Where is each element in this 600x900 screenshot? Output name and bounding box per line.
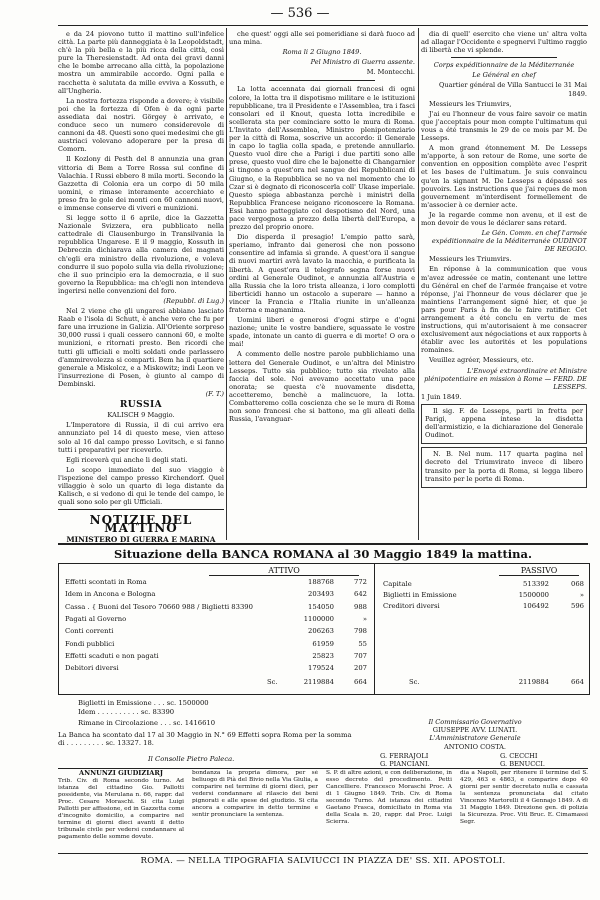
attivo-item-cents: 988	[354, 602, 367, 611]
announcement-column	[58, 770, 184, 852]
amministratore-name: ANTONIO COSTA.	[443, 742, 507, 751]
letter-header: Corps expéditionnaire de la Méditerranée	[433, 61, 575, 70]
dateline: KALISCH 9 Maggio.	[107, 411, 175, 420]
letter-header: Le Général en chef	[472, 71, 536, 80]
announcement-text: bondanza la propria dimora, per sé beliuogo di Pià del Bivio nella Via Giulia, a comparire nel termine di giorni dieci, per vedersi condannare al rilascio dei beni pignorati e alle spese del giudizio. Si cita ancora a comparire in detto termine e sentir pronunciare la sentenza.	[192, 770, 318, 818]
section-rule	[451, 57, 557, 58]
article-paragraph: Uomini liberi e generosi d'ogni stirpe e d'ogni nazione; unite le vostre bandiere, squassate le vostre spade, intonate un canto di guerra e di morte! O ora o mai!	[229, 316, 415, 349]
table-divider	[374, 564, 375, 694]
attivo-item-label: Debitori diversi	[65, 664, 119, 673]
article-paragraph: dia di quell' esercito che viene un' altra volta ad allagar l'Occidente e spegnervi l'ultimo raggio di libertà che vi splende.	[421, 30, 587, 55]
announcement-text: Trib. Civ. di Roma secondo turno. Ad istanza del cittadino Gio. Pallotti possidente, via Merulana n. 66, rappr. dal Proc. Cesare Moraschi. Si cita Luigi Pallotti per affissione, ed in Gazzetta come d'incognito domicilio, a comparire nel termine di giorni dieci avanti il detto tribunale civile per vedersi condannare al pagamento delle somme dovute.	[58, 778, 184, 840]
attivo-header: ATTIVO	[209, 566, 359, 576]
article-paragraph: A commento delle nostre parole pubblichiamo una lettera del Generale Oudinot, e un'altra del Ministro Lesseps. Tutto sia pubblico; tutto sia rivelato alla faccia del sole. Noi avevamo accettato una pace onorata; se questa c'è nuovamente disdetta, accetteremo, benchè a malincuore, la lotta. Combatteremo colla coscienza che se le mura di Roma non sono francesi che si battono, ma gli alleati della Russia, l'avanguar-	[229, 350, 415, 424]
letter-place-date: Quartier général de Villa Santucci le 31 Mai 1849.	[439, 81, 587, 98]
attivo-item-label: Conti correnti	[65, 627, 114, 636]
officials-signatures	[390, 718, 560, 751]
attivo-item-cents: 707	[354, 651, 367, 660]
subheading-ministero: MINISTERO DI GUERRA E MARINA	[66, 535, 216, 542]
announcement-text: S. P. di altre azioni, e con deliberazione, in esso decreto del procedimento. Petti Cancelliere. Francesco Moraschi Proc. A di 1 Giugno 1849. Trib. Civ. di Roma secondo Turno. Ad istanza dei cittadini Gaetano Frasca, domiciliato in Roma via della Scala n. 20, rappr. dal Proc. Luigi Scierra.	[326, 770, 452, 825]
attivo-item-label: Pagati al Governo	[65, 614, 127, 623]
passivo-item-label: Creditori diversi	[383, 602, 440, 610]
article-paragraph: Nel 2 viene che gli ungaresi abbiano lasciato Raab e l'isola di Schutt, è anche vero che fu per fare una irruzione in Galizia. All'Oriente sorpreso 30,000 russi i quali cessero cannoni 60, e molte munizioni, e ritornati presto. Ben ricordi che tutti gli ufficiali e molti soldati onde parlassero d'ammirevolezza si comparti. Bem ha il quartiere generale a Miskolcz, e a Miskowitz; indi Leon ve l'insurrezione di Posen, è giunto al campo di Dembinski.	[58, 307, 224, 388]
attivo-item-label: Effetti scaduti e non pagati	[65, 651, 159, 660]
announcements-heading: ANNUNZI GIUDIZIARJ	[78, 770, 164, 777]
signature-name: M. Montecchi.	[366, 68, 415, 77]
notice-text: Il sig. F. de Lesseps, parti in fretta per Parigi, appena intese la disdetta dell'armistizio, e la dichiarazione del Generale Oudinot.	[425, 406, 583, 440]
announcement-column	[326, 770, 452, 852]
amministratore-title: L'Amministratore Generale	[429, 734, 521, 743]
article-paragraph: L'Imperatore di Russia, il di cui arrivo era annunziato pel 14 di questo mese, vien atteso solo al 16 dal campo presso Lovitsch, e si fanno tutti i preparativi per riceverlo.	[58, 421, 224, 454]
attivo-item-label: Cassa . { Buoni del Tesoro 70660 988 / Biglietti 83390	[65, 602, 253, 611]
section-heading-notizie: NOTIZIE DEL MATTINO	[89, 513, 193, 536]
table-top-rule	[58, 543, 588, 545]
attivo-item-cents: 798	[354, 627, 367, 636]
attivo-item-label: Effetti scontati in Roma	[65, 578, 147, 586]
attivo-item-cents: 772	[354, 578, 367, 586]
attivo-item-value: 203493	[308, 590, 334, 599]
announcement-column	[460, 770, 588, 852]
circulation-line: Rimane in Circolazione . . . sc. 1416610	[78, 719, 216, 727]
printer-imprint: ROMA. — NELLA TIPOGRAFIA SALVIUCCI IN PIAZZA DE' SS. XII. APOSTOLI.	[140, 856, 506, 866]
director-name: G. FERRAJOLI	[380, 752, 429, 760]
passivo-item-cents: »	[579, 591, 584, 599]
dateline: Roma li 2 Giugno 1849.	[282, 48, 362, 57]
column-divider	[418, 28, 419, 540]
attivo-item-cents: 55	[358, 639, 367, 648]
director-name: G. PIANCIANI.	[380, 760, 430, 769]
commissario-title: Il Commissario Governativo	[428, 718, 522, 726]
announcement-column	[192, 770, 318, 852]
announcements-rule	[58, 768, 588, 769]
article-paragraph: La lotta accennata dai giornali francesi di ogni colore, la lotta tra il dispotismo militare e le istituzioni repubblicane, tra il Presidente e l'Assemblea, tra i fasci consolari ed il Knout, questa lotta incredibile e scellerata sta per cominciare sotto le mura di Roma. L'Invitato dell'Assemblea, Ministro plenipotenziario per la città di Roma, soscrive un accordo: il Generale in capo lo taglia colla spada, e pretende annullarlo. Questo vuol dire che a Parigi i due partiti sono alle prese, questo vuol dire che le bajonette di Changarnier si tingono a quest'ora nel sangue dei Repubblicani di Giugno, e la Repubblica se no va nel momento che lo Czar si è degnato di riconoscerla coll' Ukase imperiale. Questo spiega abbastanza perchè i ministri della Repubblica Francese neigano riconoscere la Romana. Essi hanno patteggiato col despotismo del Nord, una pace vergognosa a prezzo della libertà dell'Europa, a prezzo del proprio onore.	[229, 85, 415, 232]
erratum-box	[421, 447, 587, 487]
passivo-header: PASSIVO	[499, 566, 579, 576]
header-rule	[58, 25, 588, 26]
attivo-item-cents: 642	[354, 590, 367, 599]
section-heading-russia: RUSSIA	[119, 400, 163, 411]
passivo-total-label: Sc.	[409, 678, 420, 686]
article-paragraph: Il Kozlony di Pesth del 8 annunzia una gran vittoria di Bem a Torre Rossa sul confine di Valachia. I Russi ebbero 8 mila morti. Secondo la Gazzetta di Colonia era un corpo di 50 mila uomini, e rimase interamente accerchiato e preso fra le gole dei monti con 60 cannoni nuovi, e immense conserve di viveri e munizioni.	[58, 155, 224, 212]
article-paragraph: Dio disperda il presagio! L'empio patto sarà, speriamo, infranto dai generosi che non possono consentire ad infamia sì grande. A quest'ora il sangue di nuovi martiri avrà lavato la macchia, e purificata la libertà. A quest'ora il telegrafo segna forse nuovi ordini al Generale Oudinot, e annunzia all'Austria e alla Russia che la loro trista alleanza, i loro complotti liberticidi hanno un ostacolo a superare — hanno a vincer la Francia e l'Italia riunite in un'alleanza fraterna e magnanima.	[229, 233, 415, 314]
passivo-item-cents: 068	[571, 580, 584, 588]
bank-report-title: Situazione della BANCA ROMANA al 30 Maggio 1849 la mattina.	[114, 547, 532, 561]
passivo-item-value: 513392	[523, 580, 549, 588]
passivo-item-cents: 596	[571, 602, 584, 610]
erratum-text: N. B. Nel num. 117 quarta pagina nel decreto del Triumvirato invece di libero transito per la porta di Roma, si legga libero transito per le porte di Roma.	[425, 450, 583, 483]
attivo-total: 2119884	[303, 678, 334, 686]
article-paragraph: Egli riceverà qui anche li degli stati.	[66, 455, 188, 464]
director-names-left	[380, 752, 450, 768]
consolle-signature: Il Consolle Pietro Paleca.	[148, 755, 235, 763]
passivo-item-value: 106492	[523, 602, 549, 610]
attivo-total-cents: 664	[354, 678, 367, 686]
article-paragraph: che quest' oggi alle sei pomeridiane si darà fuoco ad una mina.	[229, 30, 415, 47]
section-rule	[269, 80, 375, 81]
attivo-item-value: 154050	[308, 602, 334, 611]
article-paragraph: La nostra fortezza risponde a dovere; è visibile poi che la fortezza di Ofen è da ogni parte assediata dai nostri. Görgey è arrivato, e conduce seco un numero considerevole di cannoni da 48. Questi sono quei medesimi che gli austriaci volevano adoperare per la presa di Comorn.	[58, 96, 224, 154]
attivo-item-value: 188768	[308, 578, 334, 586]
attivo-item-value: 1100000	[303, 614, 334, 623]
passivo-total: 2119884	[518, 678, 549, 686]
announcement-text: dia a Napoli, per ritenere il termine del S. 429, 463 e 4863, e comparire dopo 40 giorni per sentir decretato nulla e cassata la sentenza pronunciata dal citato Vincenzo Martorelli il 4 Gennajo 1849. A di 31 Maggio 1849. Direzione gen. di polizia la Sicurezza. Proc. Viti Bruc. E. Cimamassi Segr.	[460, 770, 588, 825]
passivo-total-cents: 664	[571, 678, 584, 686]
column-3	[421, 30, 587, 542]
attivo-item-cents: »	[362, 614, 367, 623]
signature-title: Pel Ministro di Guerra assente.	[310, 58, 415, 67]
letter-signature: Le Gén. Comm. en chef l'armée expéditionnaire de la Méditerranée OUDINOT DE REGGIO.	[431, 229, 587, 254]
discount-note: La Banca ha scontato dal 17 al 30 Maggio in N.° 69 Effetti sopra Roma per la somma di . . . . . . . . . sc. 13327. 18.	[58, 731, 352, 747]
letter-salutation: Messieurs les Triumvirs,	[429, 99, 512, 108]
letter-signature: L'Envoyé extraordinaire et Ministre plénipotentiaire en mission à Rome — FERD. DE LESSEPS.	[424, 366, 587, 391]
article-paragraph: Si legge sotto il 6 aprile, dice la Gazzetta Nazionale Svizzera, era pubblicato nella cattedrale di Clausenburgo in Transilvania la repubblica Ungarese. E il 9 maggio, Kossuth in Debreczin dichiarava alla camera dei magnati ch'egli era ministro della rivoluzione, e voleva condurre il suo popolo sulla via della rivoluzione; che il suo principio era la democrazia, e il suo governo la Repubblica: ma ch'egli non intendeva ingerirsi nelle convenzioni del foro.	[58, 214, 224, 295]
bank-balance-table	[58, 563, 590, 695]
article-paragraph: e da 24 piovono tutto il mattino sull'infelice città. La parte più danneggiata è la Leopoldstadt, ch'è la più bella e la più ricca della città, così pure la Theresienstadt. Ad onta dei gravi danni che le bombe arrecano alla città, la popolazione mostra un ammirabile accordo. Ogni palla e racchetta è salutata da mille evviva a Kossuth, e all'Ungheria.	[58, 30, 224, 95]
attivo-total-label: Sc.	[267, 678, 278, 686]
commissario-name: GIUSEPPE AVV. LUNATI.	[432, 726, 518, 735]
director-name: G. CECCHI	[500, 752, 538, 760]
section-rule	[58, 509, 224, 510]
attivo-item-value: 25823	[312, 651, 334, 660]
emission-line: Idem . . . . . . . . . . sc. 83390	[78, 708, 175, 716]
source-citation: (F. T.)	[205, 390, 224, 399]
passivo-item-label: Biglietti in Emissione	[383, 591, 457, 599]
attivo-item-value: 206263	[308, 627, 334, 636]
emission-line: Biglietti in Emissione . . . sc. 1500000	[78, 699, 209, 707]
director-name: G. BENUCCI.	[500, 760, 546, 769]
passivo-item-value: 1500000	[518, 591, 549, 599]
article-paragraph: Lo scopo immediato del suo viaggio è l'ispezione del campo presso Kirchendorf. Quel villaggio è solo un quarto di lega distante da Kalisch, e si vedono di qui le tende del campo, le quali sono solo per gli Ufficiali.	[58, 465, 224, 507]
letter-paragraph: A mon grand étonnement M. De Lesseps m'apporte, à son retour de Rome, une sorte de convention en opposition complète avec l'esprit et les bases de l'ultimatum. Je suis convaincu qu'en la signant M. De Lesseps a dépassé ses pouvoirs. Les instructions que j'ai reçues de mon gouvernement m'interdisent formellement de m'associer à ce dernier acte.	[421, 144, 587, 209]
attivo-item-cents: 207	[354, 664, 367, 673]
attivo-item-value: 179524	[308, 664, 334, 673]
notice-box	[421, 404, 587, 444]
letter-paragraph: Je la regarde comme non avenu, et il est de mon devoir de vous le déclarer sans retard.	[421, 210, 587, 227]
director-names-right	[500, 752, 570, 768]
letter-salutation: Messieurs les Triumvirs.	[429, 255, 512, 264]
column-divider	[226, 28, 227, 540]
letter-paragraph: En réponse à la communication que vous m'avez adressée ce matin, contenant une lettre du Général en chef de l'armée française et votre réponse, j'ai l'honneur de vous déclarer que je maintiens l'arrangement signé hier, et que je pars pour Paris à fin de le faire ratifier. Cet arrangement a été conclu en vertu de mes instructions, qui m'autorisaient à me consacrer exclusivement aux négociations et aux rapports à établir avec les autorités et les populations romaines.	[421, 265, 587, 355]
letter-paragraph: Veuillez agréer, Messieurs, etc.	[429, 356, 534, 365]
passivo-item-label: Capitale	[383, 580, 412, 588]
letter-date: 1 Juin 1849.	[421, 392, 462, 401]
footer-rule	[58, 853, 588, 854]
judicial-announcements	[58, 770, 588, 852]
page-number: — 536 —	[270, 6, 330, 21]
attivo-item-label: Idem in Ancona e Bologna	[65, 590, 156, 599]
column-1	[58, 30, 224, 542]
letter-paragraph: J'ai eu l'honneur de vous faire savoir ce matin que j'acceptais pour mon compte l'ultimatum qui vous a été transmis le 29 de ce mois par M. De Lesseps.	[421, 109, 587, 143]
attivo-item-label: Fondi pubblici	[65, 639, 115, 648]
column-2	[229, 30, 415, 542]
source-citation: (Repubbl. di Lug.)	[163, 297, 224, 305]
attivo-item-value: 61959	[312, 639, 334, 648]
